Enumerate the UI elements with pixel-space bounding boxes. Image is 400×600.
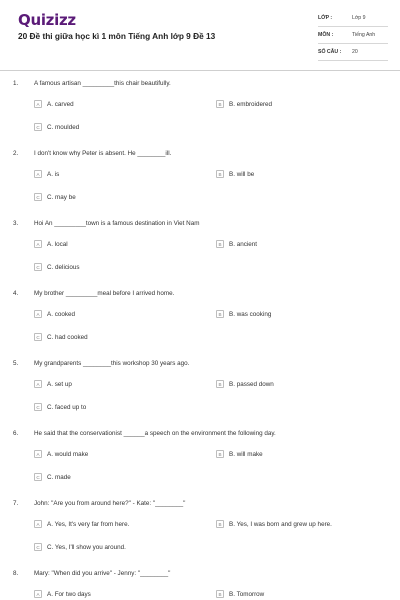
option-letter-box: B (216, 590, 224, 598)
answer-option-c[interactable] (34, 403, 86, 411)
meta-value: Lớp 9 (352, 15, 366, 21)
answer-option-b[interactable] (216, 240, 257, 248)
option-label: C. made (47, 473, 71, 481)
option-label: C. had cooked (47, 333, 88, 341)
option-label: B. ancient (229, 240, 258, 248)
question-number: 8. (13, 570, 19, 577)
option-label: A. For two days (47, 590, 91, 598)
answer-option-b[interactable] (216, 590, 264, 598)
option-label: A. local (47, 240, 68, 248)
quiz-meta-table (318, 10, 388, 61)
option-label: C. faced up to (47, 403, 87, 411)
answer-option-b[interactable] (216, 170, 254, 178)
question-number: 1. (13, 80, 19, 87)
document-header (0, 0, 400, 71)
question-number: 3. (13, 220, 19, 227)
answer-option-b[interactable] (216, 380, 274, 388)
answer-option-a[interactable] (34, 310, 75, 318)
answer-option-c[interactable] (34, 263, 80, 271)
question-text: He said that the conservationist ______a speech on the environment the following day. (34, 430, 276, 437)
option-letter-box: B (216, 520, 224, 528)
option-label: C. may be (47, 193, 76, 201)
option-letter-box: C (34, 333, 42, 341)
question-number: 4. (13, 290, 19, 297)
question-number: 5. (13, 360, 19, 367)
option-letter-box: C (34, 123, 42, 131)
option-label: B. Tomorrow (229, 590, 265, 598)
answer-option-c[interactable] (34, 473, 71, 481)
answer-option-b[interactable] (216, 520, 332, 528)
question-text: Mary: "When did you arrive" - Jenny: "________" (34, 570, 171, 577)
answer-option-a[interactable] (34, 380, 72, 388)
question-text: A famous artisan _________this chair beautifully. (34, 80, 171, 87)
option-label: B. embroidered (229, 100, 273, 108)
option-letter-box: A (34, 100, 42, 108)
option-label: A. cooked (47, 310, 76, 318)
option-letter-box: A (34, 310, 42, 318)
option-label: C. moulded (47, 123, 80, 131)
question-text: Hoi An _________town is a famous destination in Viet Nam (34, 220, 200, 227)
option-label: A. would make (47, 450, 89, 458)
option-letter-box: B (216, 310, 224, 318)
option-label: A. is (47, 170, 60, 178)
answer-option-c[interactable] (34, 543, 126, 551)
answer-option-c[interactable] (34, 193, 76, 201)
answer-option-a[interactable] (34, 450, 88, 458)
option-label: C. delicious (47, 263, 80, 271)
option-label: B. Yes, I was born and grew up here. (229, 520, 332, 528)
answer-option-b[interactable] (216, 310, 271, 318)
quizizz-logo: Quizizz (18, 11, 76, 29)
question-text: I don't know why Peter is absent. He ________ill. (34, 150, 172, 157)
option-letter-box: A (34, 590, 42, 598)
option-letter-box: B (216, 240, 224, 248)
answer-option-a[interactable] (34, 100, 74, 108)
option-label: A. carved (47, 100, 74, 108)
answer-option-b[interactable] (216, 450, 263, 458)
answer-option-c[interactable] (34, 123, 79, 131)
option-letter-box: A (34, 170, 42, 178)
option-letter-box: B (216, 450, 224, 458)
answer-option-a[interactable] (34, 590, 91, 598)
option-label: A. set up (47, 380, 72, 388)
answer-option-a[interactable] (34, 170, 59, 178)
option-letter-box: B (216, 170, 224, 178)
option-label: A. Yes, It's very far from here. (47, 520, 130, 528)
option-letter-box: C (34, 543, 42, 551)
option-label: B. was cooking (229, 310, 272, 318)
option-letter-box: A (34, 380, 42, 388)
question-number: 6. (13, 430, 19, 437)
question-number: 7. (13, 500, 19, 507)
meta-value: Tiếng Anh (352, 32, 376, 38)
meta-row-class (318, 10, 388, 27)
option-letter-box: A (34, 520, 42, 528)
question-text: My brother _________meal before I arrived home. (34, 290, 175, 297)
meta-key: MÔN : (318, 32, 334, 38)
option-letter-box: C (34, 193, 42, 201)
option-letter-box: C (34, 263, 42, 271)
option-label: B. will make (229, 450, 263, 458)
meta-value: 20 (352, 49, 358, 55)
option-label: B. passed down (229, 380, 274, 388)
option-letter-box: B (216, 100, 224, 108)
option-label: B. will be (229, 170, 255, 178)
question-text: John: "Are you from around here?" - Kate: "________" (34, 500, 186, 507)
meta-key: SỐ CÂU : (318, 49, 342, 55)
answer-option-a[interactable] (34, 520, 129, 528)
option-letter-box: C (34, 403, 42, 411)
option-letter-box: C (34, 473, 42, 481)
meta-row-subject (318, 27, 388, 44)
meta-row-question-count (318, 44, 388, 61)
answer-option-b[interactable] (216, 100, 272, 108)
option-label: C. Yes, I'll show you around. (47, 543, 126, 551)
option-letter-box: A (34, 450, 42, 458)
answer-option-a[interactable] (34, 240, 68, 248)
question-number: 2. (13, 150, 19, 157)
meta-key: LỚP : (318, 15, 333, 21)
option-letter-box: A (34, 240, 42, 248)
answer-option-c[interactable] (34, 333, 88, 341)
question-text: My grandparents ________this workshop 30 years ago. (34, 360, 190, 367)
page-title: 20 Đề thi giữa học kì 1 môn Tiếng Anh lớp 9 Đề 13 (18, 31, 216, 41)
option-letter-box: B (216, 380, 224, 388)
